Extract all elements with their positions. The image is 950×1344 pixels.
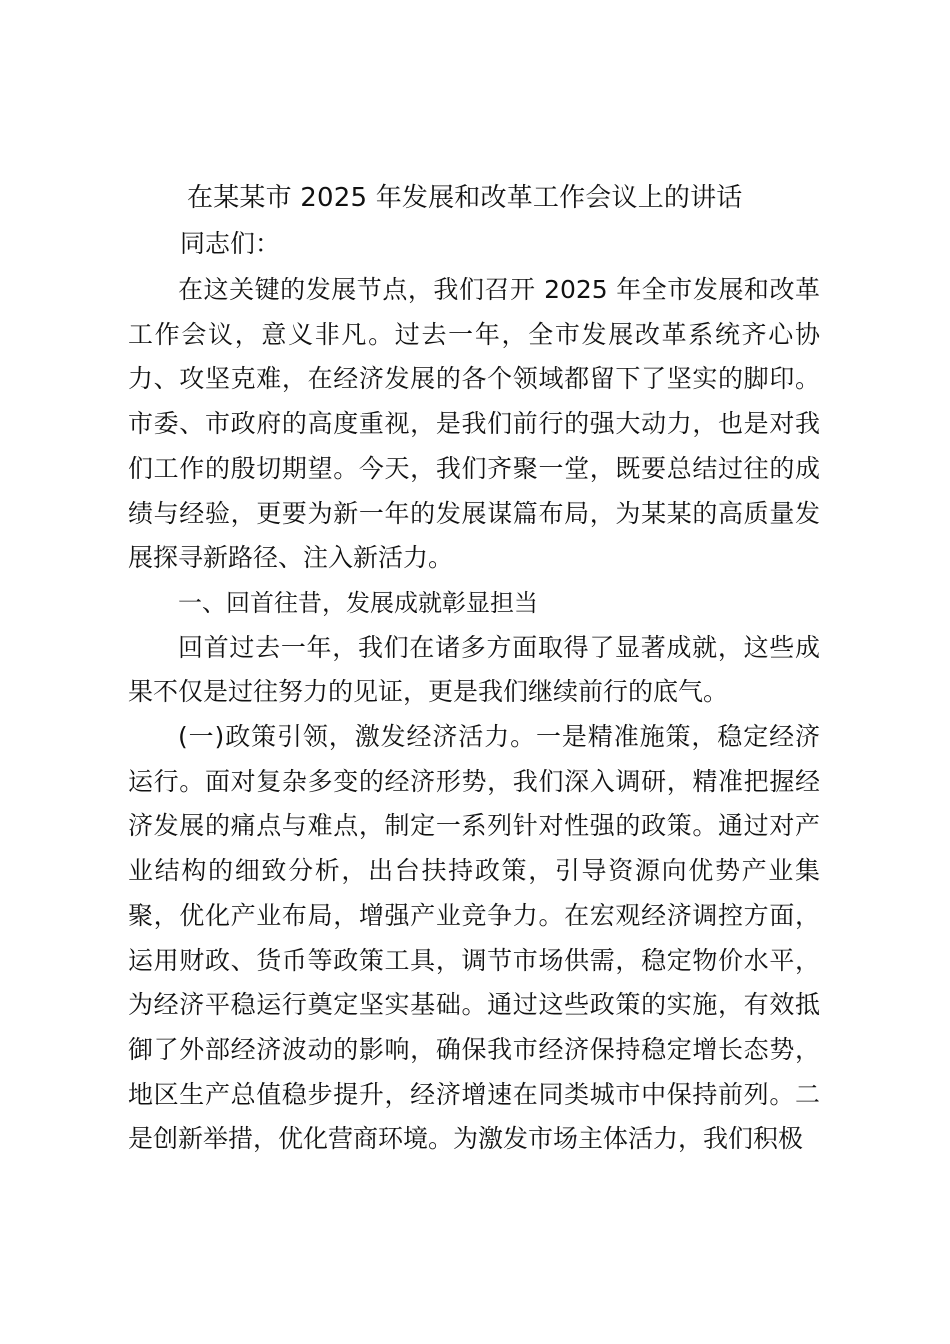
- document-title: 在某某市 2025 年发展和改革工作会议上的讲话: [187, 183, 743, 213]
- section-heading: 一、回首往昔，发展成就彰显担当: [178, 588, 538, 617]
- subsection-paragraph: (一)政策引领，激发经济活力。一是精准施策，稳定经济运行。面对复杂多变的经济形势，我们深入调研，精准把握经济发展的痛点与难点，制定一系列针对性强的政策。通过对产业结构的细致分析，出台扶持政策，引导资源向优势产业集聚，优化产业布局，增强产业竞争力。在宏观经济调控方面，运用财政、货币等政策工具，调节市场供需，稳定物价水平，为经济平稳运行奠定坚实基础。通过这些政策的实施，有效抵御了外部经济波动的影响，确保我市经济保持稳定增长态势，地区生产总值稳步提升，经济增速在同类城市中保持前列。二是创新举措，优化营商环境。为激发市场主体活力，我们积极: [128, 722, 820, 1154]
- opening-paragraph: 在这关键的发展节点，我们召开 2025 年全市发展和改革工作会议，意义非凡。过去一年，全市发展改革系统齐心协力、攻坚克难，在经济发展的各个领域都留下了坚实的脚印。市委、市政府的高度重视，是我们前行的强大动力，也是对我们工作的殷切期望。今天，我们齐聚一堂，既要总结过往的成绩与经验，更要为新一年的发展谋篇布局，为某某的高质量发展探寻新路径、注入新活力。: [128, 275, 820, 573]
- section-intro-paragraph: 回首过去一年，我们在诸多方面取得了显著成就，这些成果不仅是过往努力的见证，更是我们继续前行的底气。: [128, 632, 820, 707]
- salutation: 同志们：: [180, 229, 281, 258]
- document-body: [128, 268, 820, 1162]
